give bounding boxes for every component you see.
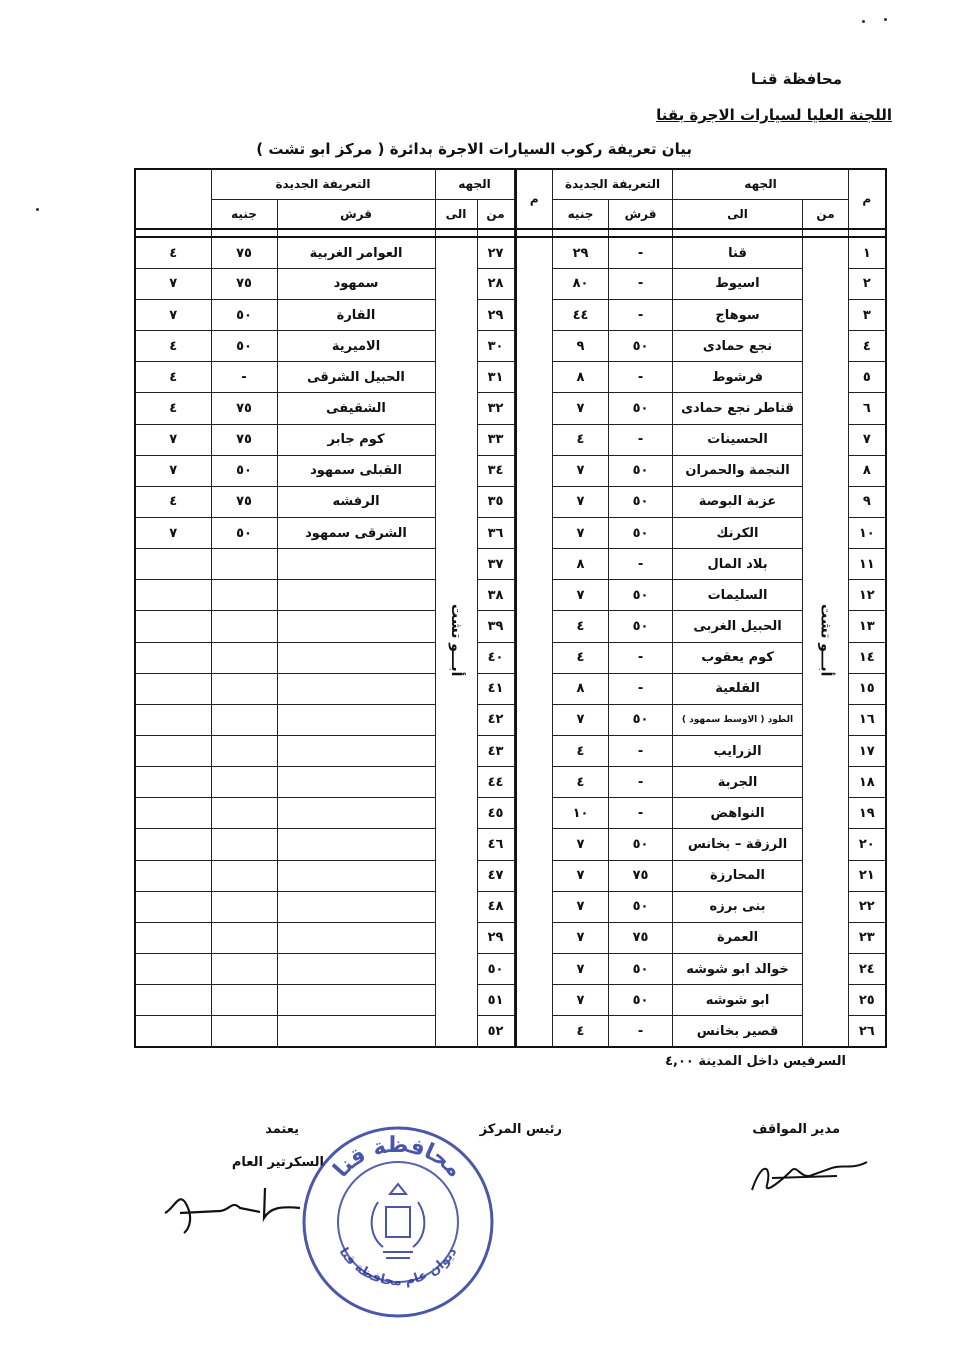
- row-number: ٣٦: [477, 518, 514, 549]
- separator-cell: [477, 229, 514, 237]
- destination-cell: ابو شوشه: [673, 985, 803, 1016]
- destination-cell: قناطر نجع حمادى: [673, 393, 803, 424]
- row-number: ٤٠: [477, 642, 514, 673]
- destination-cell: [277, 549, 435, 580]
- document-title: بيان تعريفة ركوب السيارات الاجرة بدائرة ( مركز ابو تشت ): [256, 140, 692, 158]
- row-number: ٥: [849, 362, 886, 393]
- row-number: ٤: [849, 331, 886, 362]
- pound-cell: ٤: [553, 736, 609, 767]
- parking-manager-label: مدير المواقف: [752, 1122, 840, 1137]
- destination-cell: كوم جابر: [277, 424, 435, 455]
- pound-cell: ٧: [135, 268, 211, 299]
- piaster-cell: -: [609, 673, 673, 704]
- row-number: ١٩: [849, 798, 886, 829]
- destination-cell: الكرنك: [673, 518, 803, 549]
- destination-cell: [277, 1016, 435, 1047]
- row-number: ٨: [849, 455, 886, 486]
- piaster-cell: ٥٠: [609, 611, 673, 642]
- destination-cell: [277, 642, 435, 673]
- piaster-cell: ٥٠: [609, 455, 673, 486]
- pound-cell: ٢٩: [553, 237, 609, 268]
- row-number: ٣٥: [477, 486, 514, 517]
- fare-table-right: [515, 168, 887, 1048]
- row-number: ٣٠: [477, 331, 514, 362]
- pound-cell: [135, 736, 211, 767]
- row-number: ٢: [849, 268, 886, 299]
- from-value: أبـــو تشت: [817, 603, 834, 677]
- destination-cell: اسيوط: [673, 268, 803, 299]
- row-number: ٢٥: [849, 985, 886, 1016]
- destination-cell: بنى برزه: [673, 891, 803, 922]
- row-number: ٣٧: [477, 549, 514, 580]
- piaster-cell: ٧٥: [211, 393, 277, 424]
- piaster-cell: -: [609, 237, 673, 268]
- pound-cell: ٧: [553, 985, 609, 1016]
- destination-cell: الحسينات: [673, 424, 803, 455]
- piaster-cell: ٧٥: [211, 268, 277, 299]
- col-header-direction: الجهه: [673, 169, 849, 199]
- destination-cell: [277, 798, 435, 829]
- piaster-cell: -: [609, 642, 673, 673]
- row-number: ٣٣: [477, 424, 514, 455]
- destination-cell: الرزقة – بخانس: [673, 829, 803, 860]
- pound-cell: ٧: [553, 954, 609, 985]
- pound-cell: [135, 704, 211, 735]
- piaster-cell: -: [609, 1016, 673, 1047]
- piaster-cell: -: [609, 300, 673, 331]
- destination-cell: الشقيفى: [277, 393, 435, 424]
- pound-cell: ٨: [553, 362, 609, 393]
- destination-cell: النواهض: [673, 798, 803, 829]
- piaster-cell: ٥٠: [211, 518, 277, 549]
- separator-cell: [211, 229, 277, 237]
- pound-cell: ٤: [553, 1016, 609, 1047]
- piaster-cell: ٥٠: [609, 704, 673, 735]
- destination-cell: الاميرية: [277, 331, 435, 362]
- piaster-cell: ٧٥: [609, 860, 673, 891]
- secretary-general-label: السكرتير العام: [231, 1155, 324, 1170]
- row-number: ٣٤: [477, 455, 514, 486]
- col-header-to: الى: [435, 199, 477, 229]
- piaster-cell: ٧٥: [211, 486, 277, 517]
- from-cell: [435, 237, 477, 1047]
- destination-cell: عزبة البوصة: [673, 486, 803, 517]
- piaster-cell: [211, 642, 277, 673]
- piaster-cell: -: [609, 767, 673, 798]
- col-header-piaster: قرش: [609, 199, 673, 229]
- row-number: ٤١: [477, 673, 514, 704]
- destination-cell: [277, 767, 435, 798]
- row-number: ٢٢: [849, 891, 886, 922]
- scan-speck: [862, 20, 865, 23]
- secretary-signature: [160, 1178, 310, 1238]
- piaster-cell: ٥٠: [211, 331, 277, 362]
- row-number: ٦: [849, 393, 886, 424]
- destination-cell: الرفشه: [277, 486, 435, 517]
- scan-speck: [884, 18, 887, 21]
- pound-cell: ٧: [553, 829, 609, 860]
- row-number: ٥٢: [477, 1016, 514, 1047]
- destination-cell: الحبيل الغربى: [673, 611, 803, 642]
- row-number: ٤٨: [477, 891, 514, 922]
- from-value: أبـــو تشت: [448, 603, 465, 677]
- pound-cell: ٤٤: [553, 300, 609, 331]
- pound-cell: [135, 860, 211, 891]
- piaster-cell: -: [211, 362, 277, 393]
- destination-cell: الزرايب: [673, 736, 803, 767]
- table-row: [516, 237, 886, 268]
- row-number: ٤٦: [477, 829, 514, 860]
- col-header-piaster: قرش: [277, 199, 435, 229]
- separator-cell: [849, 229, 886, 237]
- row-number: ٥١: [477, 985, 514, 1016]
- pound-cell: ٤: [135, 331, 211, 362]
- piaster-cell: [211, 954, 277, 985]
- row-number: ٣٩: [477, 611, 514, 642]
- row-number: ٩: [849, 486, 886, 517]
- row-number: ٣١: [477, 362, 514, 393]
- col-header-new-fare: التعريفة الجديدة: [553, 169, 673, 199]
- destination-cell: النجمة والحمران: [673, 455, 803, 486]
- scan-speck: [36, 208, 39, 211]
- piaster-cell: ٥٠: [211, 455, 277, 486]
- piaster-cell: [211, 549, 277, 580]
- pound-cell: [135, 611, 211, 642]
- pound-cell: [135, 829, 211, 860]
- row-number: ٣٢: [477, 393, 514, 424]
- destination-cell: السليمات: [673, 580, 803, 611]
- row-number: ٤٧: [477, 860, 514, 891]
- destination-cell: كوم يعقوب: [673, 642, 803, 673]
- destination-cell: نجع حمادى: [673, 331, 803, 362]
- pound-cell: ٧: [553, 891, 609, 922]
- destination-cell: [277, 985, 435, 1016]
- destination-cell: العوامر الغربية: [277, 237, 435, 268]
- piaster-cell: ٧٥: [609, 922, 673, 953]
- pound-cell: ١٠: [553, 798, 609, 829]
- pound-cell: ٩: [553, 331, 609, 362]
- col-header-from: من: [477, 199, 514, 229]
- col-header-pound: جنيه: [553, 199, 609, 229]
- row-number: ١٦: [849, 704, 886, 735]
- piaster-cell: ٥٠: [609, 518, 673, 549]
- row-number: ١٨: [849, 767, 886, 798]
- approval-label: يعتمد: [265, 1122, 299, 1137]
- piaster-cell: [211, 704, 277, 735]
- destination-cell: بلاد المال: [673, 549, 803, 580]
- row-number: ٤٢: [477, 704, 514, 735]
- piaster-cell: ٥٠: [609, 985, 673, 1016]
- pound-cell: [135, 954, 211, 985]
- pound-cell: ٤: [135, 393, 211, 424]
- col-header-m: م: [516, 169, 553, 229]
- pound-cell: ٤: [135, 237, 211, 268]
- destination-cell: القبلى سمهود: [277, 455, 435, 486]
- from-cell: [803, 237, 849, 1047]
- committee-name: اللجنة العليا لسيارات الاجرة بقنا: [656, 106, 892, 124]
- row-number: ١٤: [849, 642, 886, 673]
- piaster-cell: [211, 829, 277, 860]
- destination-cell: [277, 860, 435, 891]
- row-number: ١: [849, 237, 886, 268]
- row-number: ٢٨: [477, 268, 514, 299]
- separator-cell: [435, 229, 477, 237]
- piaster-cell: -: [609, 736, 673, 767]
- piaster-cell: [211, 1016, 277, 1047]
- row-number: ١٣: [849, 611, 886, 642]
- fare-table-left: [134, 168, 515, 1048]
- pound-cell: [135, 985, 211, 1016]
- destination-cell: سوهاج: [673, 300, 803, 331]
- destination-cell: [277, 736, 435, 767]
- destination-cell: الطود ( الاوسط سمهود ): [673, 704, 803, 735]
- pound-cell: [135, 922, 211, 953]
- row-number: ٣: [849, 300, 886, 331]
- destination-cell: الحبيل الشرقى: [277, 362, 435, 393]
- row-number: ١١: [849, 549, 886, 580]
- fare-tables: [134, 168, 875, 1048]
- pound-cell: [135, 767, 211, 798]
- row-number: ٥٠: [477, 954, 514, 985]
- pound-cell: [135, 798, 211, 829]
- pound-cell: ٨: [553, 549, 609, 580]
- destination-cell: القلعية: [673, 673, 803, 704]
- pound-cell: [135, 891, 211, 922]
- pound-cell: ٤: [553, 611, 609, 642]
- piaster-cell: ٥٠: [609, 891, 673, 922]
- piaster-cell: [211, 580, 277, 611]
- manager-signature: [742, 1150, 872, 1200]
- destination-cell: فرشوط: [673, 362, 803, 393]
- row-number: ١٧: [849, 736, 886, 767]
- piaster-cell: [211, 798, 277, 829]
- piaster-cell: [211, 736, 277, 767]
- pound-cell: ٤: [553, 767, 609, 798]
- destination-cell: [277, 922, 435, 953]
- pound-cell: ٤: [135, 486, 211, 517]
- pound-cell: ٧: [553, 518, 609, 549]
- piaster-cell: -: [609, 268, 673, 299]
- destination-cell: القارة: [277, 300, 435, 331]
- separator-cell: [516, 229, 553, 237]
- col-header-from: من: [803, 199, 849, 229]
- pound-cell: ٨: [553, 673, 609, 704]
- piaster-cell: ٧٥: [211, 237, 277, 268]
- piaster-cell: [211, 767, 277, 798]
- separator-cell: [553, 229, 609, 237]
- center-head-label: رئيس المركز: [479, 1122, 562, 1137]
- row-number: ٢١: [849, 860, 886, 891]
- destination-cell: الجربة: [673, 767, 803, 798]
- separator-cell: [609, 229, 673, 237]
- pound-cell: ٧: [553, 580, 609, 611]
- col-header-m: م: [849, 169, 886, 229]
- row-number: ٢٦: [849, 1016, 886, 1047]
- destination-cell: خوالد ابو شوشه: [673, 954, 803, 985]
- destination-cell: المحارزة: [673, 860, 803, 891]
- piaster-cell: [211, 891, 277, 922]
- piaster-cell: [211, 860, 277, 891]
- row-number: ٣٨: [477, 580, 514, 611]
- destination-cell: [277, 829, 435, 860]
- row-number: ٢٣: [849, 922, 886, 953]
- pound-cell: [135, 549, 211, 580]
- pound-cell: ٧: [135, 424, 211, 455]
- col-header-direction: الجهه: [435, 169, 514, 199]
- service-note: السرفيس داخل المدينة ٤,٠٠: [665, 1054, 846, 1069]
- col-header-pound: جنيه: [211, 199, 277, 229]
- destination-cell: سمهود: [277, 268, 435, 299]
- piaster-cell: ٥٠: [609, 954, 673, 985]
- pound-cell: [135, 1016, 211, 1047]
- row-number: ١٥: [849, 673, 886, 704]
- row-number: ٢٩: [477, 922, 514, 953]
- table-row: [135, 237, 514, 268]
- destination-cell: [277, 954, 435, 985]
- pound-cell: [135, 580, 211, 611]
- pound-cell: ٤: [553, 424, 609, 455]
- destination-cell: [277, 704, 435, 735]
- destination-cell: قنا: [673, 237, 803, 268]
- separator-cell: [803, 229, 849, 237]
- destination-cell: الشرقى سمهود: [277, 518, 435, 549]
- row-number: ٢٩: [477, 300, 514, 331]
- row-number: ٤٤: [477, 767, 514, 798]
- row-number: ١٠: [849, 518, 886, 549]
- separator-cell: [673, 229, 803, 237]
- piaster-cell: ٥٠: [211, 300, 277, 331]
- destination-cell: قصير بخانس: [673, 1016, 803, 1047]
- row-number: ٧: [849, 424, 886, 455]
- stamp-text: محافظة قنا: [328, 1132, 467, 1183]
- piaster-cell: [211, 611, 277, 642]
- piaster-cell: ٥٠: [609, 829, 673, 860]
- destination-cell: [277, 673, 435, 704]
- row-number: ٤٣: [477, 736, 514, 767]
- row-number: ٢٧: [477, 237, 514, 268]
- piaster-cell: ٥٠: [609, 486, 673, 517]
- piaster-cell: ٥٠: [609, 331, 673, 362]
- governorate-name: محافظة قنـا: [750, 70, 842, 88]
- pound-cell: ٧: [553, 455, 609, 486]
- row-number: ١٢: [849, 580, 886, 611]
- governorate-stamp: [298, 1122, 498, 1322]
- pound-cell: ٧: [135, 300, 211, 331]
- pound-cell: ٤: [135, 362, 211, 393]
- row-number: ٢٤: [849, 954, 886, 985]
- pound-cell: ٧: [553, 860, 609, 891]
- col-header-new-fare: التعريفة الجديدة: [211, 169, 435, 199]
- destination-cell: [277, 611, 435, 642]
- piaster-cell: -: [609, 798, 673, 829]
- pound-cell: ٧: [553, 704, 609, 735]
- destination-cell: [277, 580, 435, 611]
- piaster-cell: ٧٥: [211, 424, 277, 455]
- pound-cell: ٨٠: [553, 268, 609, 299]
- piaster-cell: [211, 922, 277, 953]
- piaster-cell: ٥٠: [609, 580, 673, 611]
- stamp-bottom-text: ديوان عام محافظة قنا: [335, 1245, 461, 1290]
- pound-cell: ٧: [135, 518, 211, 549]
- pound-cell: [135, 642, 211, 673]
- destination-cell: العمرة: [673, 922, 803, 953]
- row-number: ٢٠: [849, 829, 886, 860]
- pound-cell: [135, 673, 211, 704]
- piaster-cell: [211, 673, 277, 704]
- row-number: ٤٥: [477, 798, 514, 829]
- piaster-cell: -: [609, 549, 673, 580]
- pound-cell: ٧: [553, 922, 609, 953]
- pound-cell: ٧: [553, 486, 609, 517]
- piaster-cell: ٥٠: [609, 393, 673, 424]
- piaster-cell: -: [609, 424, 673, 455]
- pound-cell: ٤: [553, 642, 609, 673]
- piaster-cell: -: [609, 362, 673, 393]
- pound-cell: ٧: [135, 455, 211, 486]
- destination-cell: [277, 891, 435, 922]
- piaster-cell: [211, 985, 277, 1016]
- separator-cell: [277, 229, 435, 237]
- col-header-to: الى: [673, 199, 803, 229]
- separator-cell: [135, 229, 211, 237]
- pound-cell: ٧: [553, 393, 609, 424]
